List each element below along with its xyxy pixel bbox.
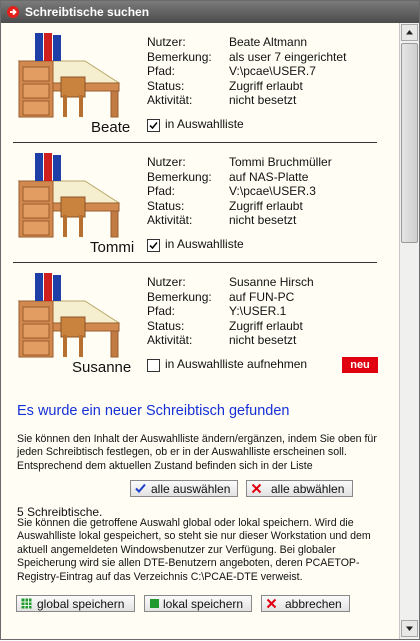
- value-nutzer: Beate Altmann: [229, 35, 308, 49]
- label-nutzer: Nutzer:: [147, 155, 186, 169]
- global-save-label: global speichern: [37, 597, 125, 611]
- scroll-down-button[interactable]: [401, 620, 418, 637]
- cancel-label: abbrechen: [285, 597, 342, 611]
- label-pfad: Pfad:: [147, 304, 176, 319]
- user-entry: [1, 143, 399, 261]
- label-status: Status:: [147, 318, 185, 333]
- x-icon: [251, 483, 262, 494]
- arrow-down-icon: [402, 621, 417, 636]
- select-all-button[interactable]: [130, 480, 238, 497]
- checkbox-label[interactable]: in Auswahlliste aufnehmen: [165, 357, 308, 371]
- info-paragraph: Sie können den Inhalt der Auswahlliste ändern/ergänzen, indem Sie oben für jeden Schreibtisch festlegen, ob er in der Auswahlliste erscheinen soll. Entsprechend dem aktuellen Zustand befinden sich in der Liste: [17, 433, 377, 472]
- value-bemerkung: auf NAS-Platte: [229, 169, 309, 184]
- value-status: Zugriff erlaubt: [229, 78, 303, 93]
- checkmark-icon: [135, 483, 146, 494]
- vertical-scrollbar[interactable]: [399, 23, 419, 639]
- label-nutzer: Nutzer:: [147, 35, 186, 49]
- value-status: Zugriff erlaubt: [229, 318, 303, 333]
- value-aktivitaet: nicht besetzt: [229, 93, 297, 108]
- desk-icon: [15, 151, 125, 241]
- window-title: Schreibtische suchen: [25, 5, 150, 19]
- user-entry: [1, 23, 399, 141]
- value-pfad: V:\pcae\USER.7: [229, 64, 316, 79]
- arrow-up-icon: [402, 25, 417, 40]
- value-pfad: V:\pcae\USER.3: [229, 184, 316, 199]
- label-bemerkung: Bemerkung:: [147, 289, 212, 304]
- desk-icon: [15, 31, 125, 121]
- title-bar: [1, 1, 419, 23]
- deselect-all-button[interactable]: [246, 480, 353, 497]
- check-icon: [149, 121, 158, 130]
- global-save-button[interactable]: [16, 595, 135, 612]
- label-status: Status:: [147, 198, 185, 213]
- check-icon: [149, 241, 158, 250]
- label-bemerkung: Bemerkung:: [147, 169, 212, 184]
- value-nutzer: Susanne Hirsch: [229, 275, 314, 289]
- label-status: Status:: [147, 78, 185, 93]
- info-heading: Es wurde ein neuer Schreibtisch gefunden: [17, 403, 290, 419]
- label-pfad: Pfad:: [147, 184, 176, 199]
- desk-owner-name: Tommi: [90, 239, 135, 256]
- label-aktivitaet: Aktivität:: [147, 93, 193, 108]
- selection-count: 5 Schreibtische.: [17, 505, 103, 519]
- desk-owner-name: Beate: [91, 119, 131, 136]
- selection-checkbox[interactable]: [147, 119, 160, 132]
- desk-owner-name: Susanne: [72, 359, 132, 376]
- cancel-x-icon: [266, 598, 277, 609]
- square-save-icon: [149, 598, 160, 609]
- value-aktivitaet: nicht besetzt: [229, 333, 297, 348]
- scroll-content: [1, 23, 399, 639]
- value-aktivitaet: nicht besetzt: [229, 213, 297, 228]
- checkbox-label[interactable]: in Auswahlliste: [165, 237, 244, 251]
- desk-icon: [15, 271, 125, 361]
- local-save-label: lokal speichern: [163, 597, 244, 611]
- label-aktivitaet: Aktivität:: [147, 213, 193, 228]
- select-all-label: alle auswählen: [151, 482, 231, 496]
- deselect-all-label: alle abwählen: [271, 482, 345, 496]
- value-bemerkung: auf FUN-PC: [229, 289, 295, 304]
- value-nutzer: Tommi Bruchmüller: [229, 155, 332, 169]
- selection-checkbox[interactable]: [147, 239, 160, 252]
- user-entry: [1, 263, 399, 381]
- scroll-up-button[interactable]: [401, 24, 418, 41]
- label-aktivitaet: Aktivität:: [147, 333, 193, 348]
- cancel-button[interactable]: [261, 595, 350, 612]
- new-badge: neu: [342, 357, 378, 373]
- checkbox-label[interactable]: in Auswahlliste: [165, 117, 244, 131]
- app-arrow-icon: [7, 6, 19, 18]
- grid-save-icon: [21, 598, 32, 609]
- value-bemerkung: als user 7 eingerichtet: [229, 49, 347, 64]
- storage-info-paragraph: Sie können die getroffene Auswahl global oder lokal speichern. Wird die Auswahlliste lokal gespeichert, so steht sie nur dieser Workstation und dem aktuell angemeldeten Windowsbenutzer zur Verfügung. Bei globaler Speicherung wird sie allen DTE-Benutzern angeboten, deren PCAETOP-Registry-Eintrag auf das Verzeichnis C:\PCAE-DTE verweist.: [17, 517, 371, 583]
- label-nutzer: Nutzer:: [147, 275, 186, 289]
- selection-checkbox[interactable]: [147, 359, 160, 372]
- label-pfad: Pfad:: [147, 64, 176, 79]
- value-status: Zugriff erlaubt: [229, 198, 303, 213]
- local-save-button[interactable]: [144, 595, 252, 612]
- scroll-thumb[interactable]: [401, 43, 418, 243]
- value-pfad: Y:\USER.1: [229, 304, 287, 319]
- label-bemerkung: Bemerkung:: [147, 49, 212, 64]
